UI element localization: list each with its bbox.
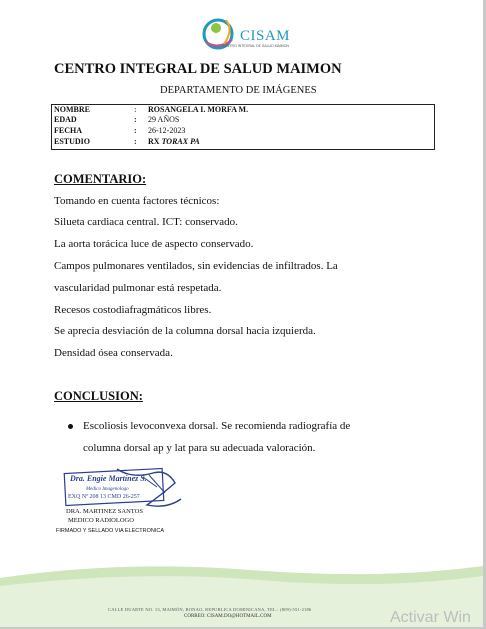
conclusion-line: Escoliosis levoconvexa dorsal. Se recomienda radiografía de bbox=[83, 420, 351, 432]
info-colon: : bbox=[134, 126, 137, 135]
info-value bbox=[148, 137, 200, 146]
footer-email: CORREO: CISAM.DO@HOTMAIL.COM bbox=[184, 614, 272, 619]
center-name: CENTRO INTEGRAL DE SALUD MAIMON bbox=[54, 61, 342, 77]
comment-line: Recesos costodiafragmáticos libres. bbox=[54, 304, 212, 316]
stamp-role: Medico Imagenologo bbox=[86, 487, 129, 492]
comment-line: La aorta torácica luce de aspecto conservado. bbox=[54, 238, 254, 250]
conclusion-line: columna dorsal ap y lat para su adecuada valoración. bbox=[83, 442, 316, 454]
comment-line: Tomando en cuenta factores técnicos: bbox=[54, 195, 220, 207]
info-label: FECHA bbox=[54, 126, 82, 135]
comment-line: Se aprecia desviación de la columna dorsal hacia izquierda. bbox=[54, 325, 316, 337]
comment-line: vascularidad pulmonar está respetada. bbox=[54, 282, 222, 294]
comentario-heading: COMENTARIO: bbox=[54, 172, 147, 186]
logo-text: CISAM bbox=[240, 28, 291, 44]
conclusion-heading: CONCLUSION: bbox=[54, 389, 143, 403]
doctor-name: DRA. MARTINEZ SANTOS bbox=[66, 508, 143, 515]
info-label: ESTUDIO bbox=[54, 137, 91, 146]
department: DEPARTAMENTO DE IMÁGENES bbox=[160, 85, 317, 96]
info-colon: : bbox=[134, 115, 137, 124]
activation-watermark: Activar Win bbox=[390, 609, 471, 626]
comment-line: Silueta cardiaca central. ICT: conservado. bbox=[54, 216, 238, 228]
doctor-title: MEDICO RADIOLOGO bbox=[68, 517, 134, 524]
comment-line: Campos pulmonares ventilados, sin evidencias de infiltrados. La bbox=[54, 260, 338, 272]
info-value: 29 AÑOS bbox=[148, 115, 180, 124]
info-colon: : bbox=[134, 105, 137, 114]
stamp-exequatur: EXQ Nº 208 13 CMD 26-257 bbox=[68, 494, 140, 500]
logo-subtitle: CENTRO INTEGRAL DE SALUD MAIMON bbox=[222, 44, 289, 48]
comment-line: Densidad ósea conservada. bbox=[54, 347, 173, 359]
info-value: 26-12-2023 bbox=[148, 126, 186, 135]
signature-note: FIRMADO Y SELLADO VIA ELECTRONICA bbox=[56, 528, 164, 534]
footer-address: CALLE DUARTE NO. 13, MAIMÓN, BONAO, REPUBLICA DOMINICANA, TEL.: (809)-551-2186 bbox=[108, 607, 312, 612]
info-colon: : bbox=[134, 137, 137, 146]
study-type: TORAX PA bbox=[161, 137, 200, 146]
bullet-icon bbox=[68, 424, 73, 429]
info-label: NOMBRE bbox=[54, 105, 90, 114]
info-value: ROSANGELA I. MORFA M. bbox=[148, 105, 249, 114]
patient-info-box bbox=[51, 104, 435, 150]
info-label: EDAD bbox=[54, 115, 77, 124]
study-prefix: RX bbox=[148, 137, 162, 146]
stamp-name: Dra. Engie Martínez S. bbox=[70, 474, 147, 483]
